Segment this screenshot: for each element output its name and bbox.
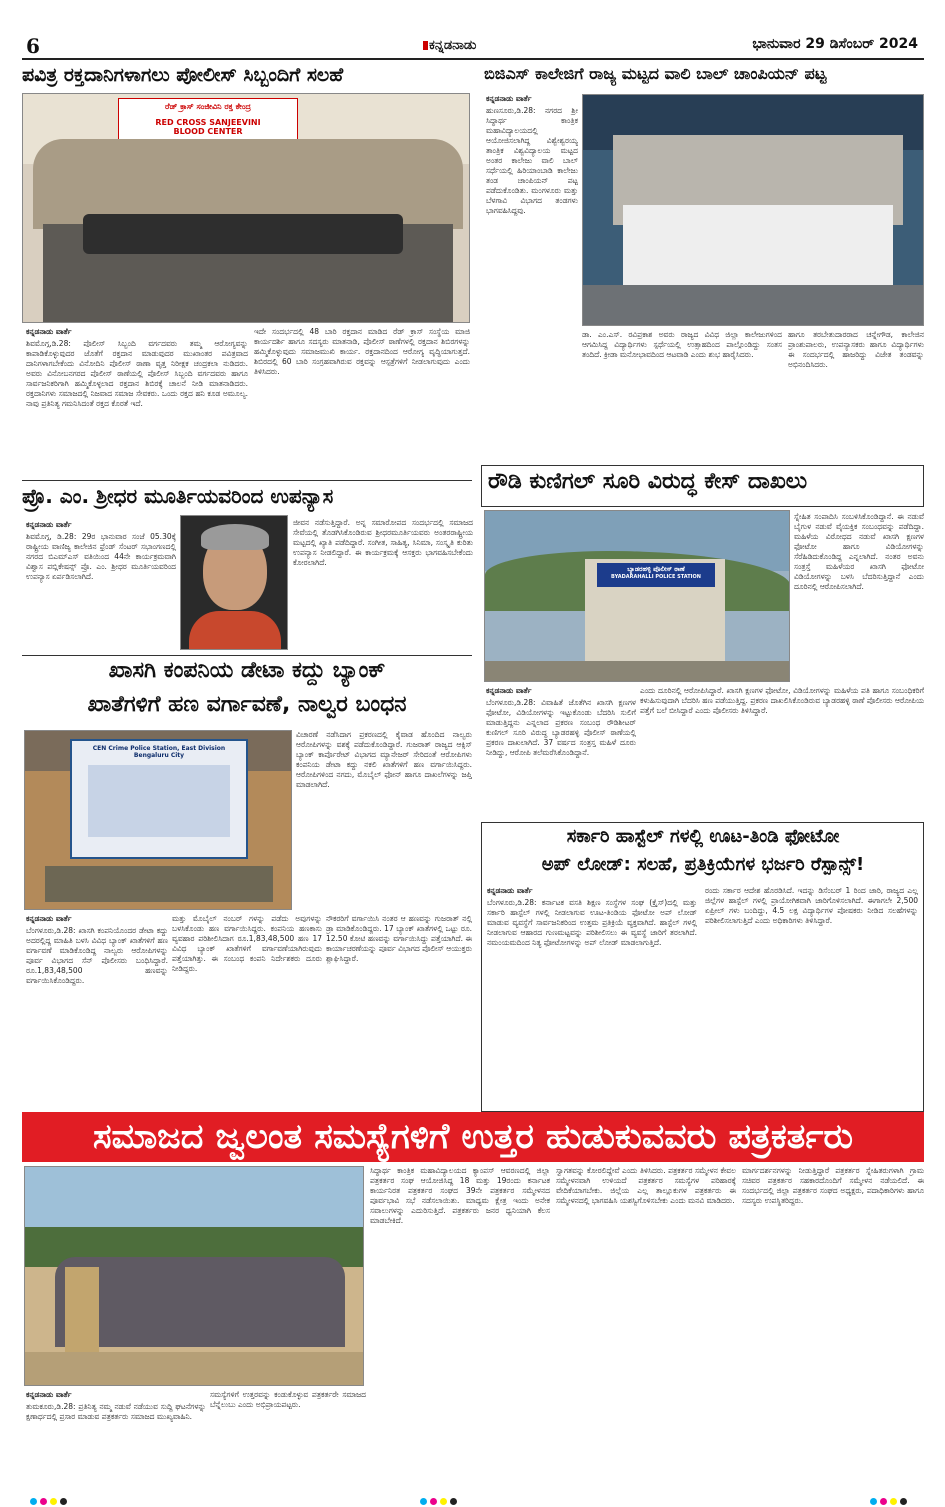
story7-band-headline: ಸಮಾಜದ ಜ್ವಲಂತ ಸಮಸ್ಯೆಗಳಿಗೆ ಉತ್ತರ ಹುಡುಕುವವರು ಪತ್ರಕರ್ತರು [22,1112,924,1162]
story2-column-3 [788,330,924,458]
story5-text-1: ಬೆಂಗಳೂರು,ಡಿ.28: ಖಾಸಗಿ ಕಂಪನಿಯೊಂದರ ಡೇಟಾ ಕದ್ದು ಅದರಲ್ಲಿದ್ದ ಮಾಹಿತಿ ಬಳಸಿ ವಿವಿಧ ಬ್ಯಾಂಕ್ ಖಾತೆಗಳಿಗೆ ಹಣ ವರ್ಗಾವಣೆ ಮಾಡಿಕೊಂಡಿದ್ದ ನಾಲ್ವರು ಆರೋಪಿಗಳನ್ನು ಪೂರ್ವ ವಿಭಾಗದ ಸೆನ್ ಪೊಲೀಸರು ಬಂಧಿಸಿದ್ದಾರೆ. ರೂ.1,83,48,500 ಹಣವನ್ನು ವರ್ಗಾಯಿಸಿಕೊಂಡಿದ್ದರು. [26,926,168,985]
story6-headline-1: ಸರ್ಕಾರಿ ಹಾಸ್ಟೆಲ್ ಗಳಲ್ಲಿ ಊಟ-ತಿಂಡಿ ಫೋಟೋ [566,826,840,847]
registration-marks-center [420,1490,460,1498]
story7-text-1: ಸಿದ್ಧಾರ್ಥ ಕಾಂತ್ರಿಕ ಮಹಾವಿದ್ಯಾಲಯದ ಕ್ಯಾಂಪಸ್ ಆವರಣದಲ್ಲಿ ಜಿಲ್ಲಾ ಪತ್ರಕರ್ತರ ಸಂಘ ಆಯೋಜಿಸಿದ್ದ 18 ಮತ್ತು 19ರಂದು ಕರ್ನಾಟಕ ಕಾರ್ಯನಿರತ ಪತ್ರಕರ್ತರ ಸಂಘದ 39ನೇ ಪತ್ರಕರ್ತರ ಸಮ್ಮೇಳನದ ಪೂರ್ವಭಾವಿ ಸಭೆ ನಡೆಸಲಾಯಿತು. ಮಾಧ್ಯಮ ಕ್ಷೇತ್ರ ಇಂದು ಅನೇಕ ಸವಾಲುಗಳನ್ನು ಎದುರಿಸುತ್ತಿದೆ. ಪತ್ರಕರ್ತರು ಜನರ ಧ್ವನಿಯಾಗಿ ಕೆಲಸ ಮಾಡಬೇಕಿದೆ. [370,1166,550,1225]
police-station-photo [484,510,790,682]
story4-headline: ರೌಡಿ ಕುಣಿಗಲ್ ಸೂರಿ ವಿರುದ್ಧ ಕೇಸ್ ದಾಖಲು [488,469,808,494]
story6-column-2 [705,886,918,1106]
story5-text-side: ವಿಚಾರಣೆ ನಡೆಸಿದಾಗ ಪ್ರಕರಣದಲ್ಲಿ ಕೈವಾಡ ಹೊಂದಿದ ನಾಲ್ವರು ಆರೋಪಿಗಳನ್ನು ವಶಕ್ಕೆ ಪಡೆದುಕೊಂಡಿದ್ದಾರೆ. ಗುಜರಾತ್ ರಾಜ್ಯದ ಆಕ್ಸಿಸ್ ಬ್ಯಾಂಕ್ ಕಾರ್ಪೊರೇಟ್ ವಿಭಾಗದ ಮ್ಯಾನೇಜರ್ ಸೇರಿದಂತೆ ಆರೋಪಿಗಳು ಕಂಪನಿಯ ಡೇಟಾ ಕದ್ದು ನಕಲಿ ಖಾತೆಗಳಿಗೆ ಹಣ ವರ್ಗಾಯಿಸಿದ್ದರು. ಆರೋಪಿಗಳಿಂದ ನಗದು, ಮೊಬೈಲ್ ಫೋನ್ ಹಾಗೂ ದಾಖಲೆಗಳನ್ನು ಜಪ್ತಿ ಮಾಡಲಾಗಿದೆ. [296,730,472,789]
story3-text-1: ಶಿವಮೊಗ್ಗ, ಡಿ.28: 29ರ ಭಾನುವಾರ ಸಂಜೆ 05.30ಕ್ಕೆ ರಾಷ್ಟ್ರೀಯ ವಾಣಿಜ್ಯ ಕಾಲೇಜಿನ ಫ್ರೆಂಡ್ ಸೆಂಟರ್ ಸಭಾಂಗಣದಲ್ಲಿ ನಗರದ ಬಿಎಮ್ಎಸ್ ವತಿಯಿಂದ 44ನೇ ಕಾರ್ಯಕ್ರಮವಾಗಿ ವಿಶ್ವಾಸ ಪಬ್ಲಿಕೇಷನ್ಸ್ ಪ್ರೊ. ಎಂ. ಶ್ರೀಧರ ಮೂರ್ತಿಯವರಿಂದ ಉಪನ್ಯಾಸ ಏರ್ಪಡಿಸಲಾಗಿದೆ. [26,532,176,581]
story7-text-lead-1: ತುಮಕೂರು,ಡಿ.28: ಪ್ರತಿನಿತ್ಯ ನಮ್ಮ ನಡುವೆ ನಡೆಯುವ ಸುದ್ದಿ ಘಟನೆಗಳನ್ನು ಕ್ಷಣಾರ್ಧದಲ್ಲಿ ಪ್ರಸಾರ ಮಾಡುವ ಪತ್ರಕರ್ತರು ಸಮಾಜದ ಮುಖ್ಯವಾಹಿನಿ. [26,1402,206,1421]
story1-byline: ಕನ್ನಡನಾಡು ವಾರ್ತೆ [26,327,72,336]
story2-column-2 [582,330,782,458]
story3-text-2: ಜೀವನ ನಡೆಸುತ್ತಿದ್ದಾರೆ. ಅನ್ನ ಸಮಾರೋಪದ ಸಂದರ್ಭದಲ್ಲಿ ಸಮಾಜದ ಸೇವೆಯಲ್ಲಿ ತೊಡಗಿಸಿಕೊಂಡಿರುವ ಶ್ರೀಧರಮೂರ್ತಿಯವರು ಅಂತರರಾಷ್ಟ್ರೀಯ ಮಟ್ಟದಲ್ಲಿ ಖ್ಯಾತಿ ಪಡೆದಿದ್ದಾರೆ. ಸಂಗೀತ, ಸಾಹಿತ್ಯ, ಸಿನಿಮಾ, ಸಂಸ್ಕೃತಿ ಕುರಿತು ಉಪನ್ಯಾಸ ನೀಡಲಿದ್ದಾರೆ. ಈ ಕಾರ್ಯಕ್ರಮಕ್ಕೆ ಆಸಕ್ತರು ಭಾಗವಹಿಸಬೇಕೆಂದು ಕೋರಲಾಗಿದೆ. [293,518,473,567]
board-title: CEN Crime Police Station, East Division Bengaluru City [92,745,226,759]
story6-text-1: ಬೆಂಗಳೂರು,ಡಿ.28: ಕರ್ನಾಟಕ ವಸತಿ ಶಿಕ್ಷಣ ಸಂಸ್ಥೆಗಳ ಸಂಘ (ಕ್ರೈಸ್)ದಲ್ಲಿ ಮತ್ತು ಸರ್ಕಾರಿ ಹಾಸ್ಟೆಲ್ ಗಳಲ್ಲಿ ನೀಡಲಾಗುವ ಊಟ-ತಿಂಡಿಯ ಫೋಟೋ ಅಪ್ ಲೋಡ್ ಮಾಡುವ ವ್ಯವಸ್ಥೆಗೆ ಸಾರ್ವಜನಿಕರಿಂದ ಉತ್ತಮ ಪ್ರತಿಕ್ರಿಯೆ ವ್ಯಕ್ತವಾಗಿದೆ. ಹಾಸ್ಟೆಲ್ ಗಳಲ್ಲಿ ನೀಡಲಾಗುವ ಆಹಾರದ ಗುಣಮಟ್ಟವನ್ನು ಪರಿಶೀಲಿಸಲು ಈ ವ್ಯವಸ್ಥೆ ಜಾರಿಗೆ ತರಲಾಗಿದೆ. ನಮಂಯಮದಿಂದ ನಿತ್ಯ ಫೋಟೋಗಳನ್ನು ಅಪ್ ಲೋಡ್ ಮಾಡಲಾಗುತ್ತಿದೆ. [487,898,697,947]
story7-text-lead-2: ಸಮಸ್ಯೆಗಳಿಗೆ ಉತ್ತರವನ್ನು ಕಂಡುಕೊಳ್ಳುವ ಪತ್ರಕರ್ತರೇ ಸಮಾಜದ ಬೆನ್ನೆಲುಬು ಎಂದು ಅಭಿಪ್ರಾಯಪಟ್ಟರು. [210,1390,366,1409]
story2-text-1: ಹುಣಸೂರು,ಡಿ.28: ನಗರದ ಶ್ರೀ ಸಿದ್ಧಾರ್ಥ ಕಾಂತ್ರಿಕ ಮಹಾವಿದ್ಯಾಲಯದಲ್ಲಿ ಆಯೋಜಿಸಲಾಗಿದ್ದ ವಿಶ್ವೇಶ್ವರಯ್ಯ ತಾಂತ್ರಿಕ ವಿಶ್ವವಿದ್ಯಾಲಯ ಮಟ್ಟದ ಅಂತರ ಕಾಲೇಜು ವಾಲಿ ಬಾಲ್ ಸರ್ಧೆಯಲ್ಲಿ ಹಿರಿಯಾಂಬಾಡಿ ಕಾಲೇಜು ತಂಡ ಚಾಂಪಿಯನ್ ಪಟ್ಟ ಪಡೆದುಕೊಂಡಿತು. ಮಂಗಳೂರು ಮತ್ತು ಬೆಳಗಾವಿ ವಿಭಾಗದ ತಂಡಗಳು ಭಾಗವಹಿಸಿದ್ದವು. [486,106,578,215]
story5-column-1 [26,914,168,1104]
page-number: 6 [26,34,40,58]
sign-kannada: ಬ್ಯಾಡರಹಳ್ಳಿ ಪೊಲೀಸ್ ಠಾಣೆ [627,565,685,573]
registration-marks-right [870,1490,910,1498]
story7-byline: ಕನ್ನಡನಾಡು ವಾರ್ತೆ [26,1390,72,1399]
story5-headline-2: ಖಾತೆಗಳಿಗೆ ಹಣ ವರ್ಗಾವಣೆ, ನಾಲ್ವರ ಬಂಧನ [87,692,407,717]
speaker-portrait [180,515,288,650]
story2-byline: ಕನ್ನಡನಾಡು ವಾರ್ತೆ [486,94,532,103]
story6-headline-2: ಅಪ್ ಲೋಡ್: ಸಲಹೆ, ಪ್ರತಿಕ್ರಿಯೆಗಳ ಭರ್ಜರಿ ರೆಸ್ಪಾನ್ಸ್! [541,854,865,875]
story1-text-2: ಇದೇ ಸಂದರ್ಭದಲ್ಲಿ 48 ಬಾರಿ ರಕ್ತದಾನ ಮಾಡಿದ ರೆಡ್ ಕ್ರಾಸ್ ಸಂಸ್ಥೆಯ ಮಾಜಿ ಕಾರ್ಯದರ್ಶಿ ಹಾಗೂ ಸದಸ್ಯರು ಮಾತನಾಡಿ, ಪೊಲೀಸ್ ಠಾಣೆಗಳಲ್ಲಿ ರಕ್ತದಾನ ಶಿಬಿರಗಳನ್ನು ಹಮ್ಮಿಕೊಳ್ಳುವುದು ಸಮಾಜಮುಖಿ ಕಾರ್ಯ. ರಕ್ತದಾನದಿಂದ ಆರೋಗ್ಯ ವೃದ್ಧಿಯಾಗುತ್ತದೆ. ಶಿಬಿರದಲ್ಲಿ 60 ಬಾರಿ ಸಂಗ್ರಹವಾಗಿರುವ ರಕ್ತವನ್ನು ಆಸ್ಪತ್ರೆಗಳಿಗೆ ನೀಡಲಾಗುವುದು ಎಂದು ತಿಳಿಸಿದರು. [254,327,470,376]
banner-kannada: ರೆಡ್ ಕ್ರಾಸ್ ಸಂಜೀವಿನಿ ರಕ್ತ ಕೇಂದ್ರ [165,102,251,111]
story4-column-1 [486,686,636,808]
story2-column-1 [486,94,578,429]
story7-column-lead-2 [210,1390,366,1490]
story4-text-1: ಬೆಂಗಳೂರು,ಡಿ.28: ವಿವಾಹಿತೆ ಜೊತೆಗಿನ ಖಾಸಗಿ ಕ್ಷಣಗಳ ಫೋಟೋ, ವಿಡಿಯೋಗಳನ್ನು ಇಟ್ಟುಕೊಂಡು ಬೆದರಿಸಿ ಸುಲಿಗೆ ಮಾಡುತ್ತಿದ್ದನು ಎನ್ನಲಾದ ಪ್ರಕರಣ ಸಂಬಂಧ ರೌಡಿಶೀಟರ್ ಕುಣಿಗಲ್ ಸೂರಿ ವಿರುದ್ಧ ಬ್ಯಾಡರಹಳ್ಳಿ ಪೊಲೀಸ್ ಠಾಣೆಯಲ್ಲಿ ಪ್ರಕರಣ ದಾಖಲಾಗಿದೆ. 37 ವರ್ಷದ ಸಂತ್ರಸ್ತ ಮಹಿಳೆ ದೂರು ನೀಡಿದ್ದು, ಆರೋಪಿ ತಲೆಮರೆಸಿಕೊಂಡಿದ್ದಾನೆ. [486,698,636,757]
story7-column-lead-1 [26,1390,206,1490]
story4-text-2: ಎಂದು ದೂರಿನಲ್ಲಿ ಆರೋಪಿಸಿದ್ದಾರೆ. ಖಾಸಗಿ ಕ್ಷಣಗಳ ಫೋಟೋ, ವಿಡಿಯೋಗಳನ್ನು ಮಹಿಳೆಯ ಪತಿ ಹಾಗೂ ಸಂಬಂಧಿಕರಿಗೆ ಕಳುಹಿಸುವುದಾಗಿ ಬೆದರಿಸಿ ಹಣ ಪಡೆಯುತ್ತಿದ್ದ. ಪ್ರಕರಣ ದಾಖಲಿಸಿಕೊಂಡಿರುವ ಬ್ಯಾಡರಹಳ್ಳಿ ಠಾಣೆ ಪೊಲೀಸರು ಆರೋಪಿಯ ಪತ್ತೆಗೆ ಬಲೆ ಬೀಸಿದ್ದಾರೆ ಎಂದು ಪೊಲೀಸರು ತಿಳಿಸಿದ್ದಾರೆ. [640,686,924,715]
story4-column-2 [640,686,924,808]
story3-column-1 [26,520,176,650]
story7-text-2: ಸ್ವಾಗತವನ್ನು ಕೋರಲಿದ್ದೇವೆ ಎಂದು ತಿಳಿಸಿದರು. ಪತ್ರಕರ್ತರ ಸಮ್ಮೇಳನ ಕೇವಲ ಸಮ್ಮೇಳನವಾಗಿ ಉಳಿಯದೆ ಪತ್ರಕರ್ತರ ಸಮಸ್ಯೆಗಳ ಪರಿಹಾರಕ್ಕೆ ವೇದಿಕೆಯಾಗಬೇಕು. ಜಿಲ್ಲೆಯ ಎಲ್ಲ ತಾಲ್ಲೂಕುಗಳ ಪತ್ರಕರ್ತರು ಈ ಸಮ್ಮೇಳನದಲ್ಲಿ ಭಾಗವಹಿಸಿ ಯಶಸ್ವಿಗೊಳಿಸಬೇಕು ಎಂದು ಮನವಿ ಮಾಡಿದರು. [556,1166,736,1205]
registration-marks-left [30,1490,70,1498]
story4-byline: ಕನ್ನಡನಾಡು ವಾರ್ತೆ [486,686,532,695]
journalists-march-photo [24,1166,364,1386]
story4-text-side: ಸ್ನೇಹಿತ ಸಂಪಾದಿಸಿ ಸಂಬಳಿಸಿಕೊಂಡಿದ್ದಾನೆ. ಈ ನಡುವೆ ಬೈಗುಳ ನಡುವೆ ವೈಯಕ್ತಿಕ ಸಂಬಂಧವನ್ನು ಪಡೆದಿದ್ದಾ. ಮಹಿಳೆಯ ವಿರೋಧದ ನಡುವೆ ಖಾಸಗಿ ಕ್ಷಣಗಳ ಫೋಟೋ ಹಾಗೂ ವಿಡಿಯೋಗಳನ್ನು ಸೆರೆಹಿಡಿದುಕೊಂಡಿದ್ದ ಎನ್ನಲಾಗಿದೆ. ನಂತರ ಅವನು ಸಂತ್ರಸ್ತೆ ಮಹಿಳೆಯರ ಖಾಸಗಿ ಫೋಟೋ ವಿಡಿಯೋಗಳನ್ನು ಬಳಸಿ ಬೆದರಿಸುತ್ತಿದ್ದಾನೆ ಎಂದು ದೂರಿನಲ್ಲಿ ಆರೋಪಿಸಲಾಗಿದೆ. [794,512,924,591]
story6-text-2: ರಂದು ಸರ್ಕಾರ ಆದೇಶ ಹೊರಡಿಸಿದೆ. ಇದನ್ನು ಡಿಸೆಂಬರ್ 1 ರಿಂದ ಜಾರಿ, ರಾಜ್ಯದ ಎಲ್ಲ ಜಿಲ್ಲೆಗಳ ಹಾಸ್ಟೆಲ್ ಗಳಲ್ಲಿ ಪ್ರಾಯೋಗಿಕವಾಗಿ ಜಾರಿಗೊಳಿಸಲಾಗಿದೆ. ಈಗಾಗಲೇ 2,500 ಏಪ್ರೀಲ್ ಗಳು ಬಂದಿದ್ದು, 4.5 ಲಕ್ಷ ವಿದ್ಯಾರ್ಥಿಗಳ ಪೋಷಕರು ನೀಡಿದ ಸಲಹೆಗಳನ್ನು ಪರಿಶೀಲಿಸಲಾಗುತ್ತಿದೆ ಎಂದು ಅಧಿಕಾರಿಗಳು ತಿಳಿಸಿದ್ದಾರೆ. [705,886,918,925]
station-signboard [597,563,715,587]
story7-column-2 [556,1166,736,1486]
masthead-title: ಕನ್ನಡನಾಡು [429,38,477,53]
story2-text-3: ಹಾಗೂ ತರಬೇತುದಾರರಾದ ಚನ್ನೇಗೌಡ, ಕಾಲೇಜಿನ ಪ್ರಾಂಶುಪಾಲರು, ಉಪನ್ಯಾಸಕರು ಹಾಗೂ ವಿದ್ಯಾರ್ಥಿಗಳು ಈ ಸಂದರ್ಭದಲ್ಲಿ ಹಾಜರಿದ್ದು ವಿಜೇತ ತಂಡವನ್ನು ಅಭಿನಂದಿಸಿದರು. [788,330,924,369]
story1-column-2 [254,327,470,477]
story2-headline: ಬಿಜಿಎಸ್ ಕಾಲೇಜಿಗೆ ರಾಜ್ಯ ಮಟ್ಟದ ವಾಲಿ ಬಾಲ್ ಚಾಂಪಿಯನ್ ಪಟ್ಟ [484,64,827,83]
story5-column-3 [326,914,472,1104]
sign-english: BYADARAHALLI POLICE STATION [611,574,701,580]
story3-column-2 [293,518,473,650]
police-display-board [70,739,248,859]
story5-column-side [296,730,472,910]
story1-headline: ಪವಿತ್ರ ರಕ್ತದಾನಿಗಳಾಗಲು ಪೋಲೀಸ್ ಸಿಬ್ಬಂದಿಗೆ ಸಲಹೆ [22,64,344,86]
story7-column-1 [370,1166,550,1486]
seized-items-photo [24,730,292,910]
story7-column-3 [742,1166,924,1486]
story5-text-2: ಮತ್ತು ಮೊಬೈಲ್ ನಂಬರ್ ಗಳನ್ನು ಪಡೆದು ಅವುಗಳನ್ನು ಬಳಸಿಕೊಂಡು ಹಣ ವರ್ಗಾಯಿಸಿದ್ದರು. ಕಂಪನಿಯ ಹಣಕಾಸು ವ್ಯವಹಾರ ಪರಿಶೀಲಿಸಿದಾಗ ರೂ.1,83,48,500 ಹಣ 17 ವಿವಿಧ ಬ್ಯಾಂಕ್ ಖಾತೆಗಳಿಗೆ ವರ್ಗಾವಣೆಯಾಗಿರುವುದು ಪತ್ತೆಯಾಗಿತ್ತು. ಈ ಸಂಬಂಧ ಕಂಪನಿ ನಿರ್ದೇಶಕರು ದೂರು ನೀಡಿದ್ದರು. [172,914,322,973]
banner-english-1: RED CROSS SANJEEVINI [155,118,261,127]
story6-column-1 [487,886,697,1106]
story5-headline-1: ಖಾಸಗಿ ಕಂಪನಿಯ ಡೇಟಾ ಕದ್ದು ಬ್ಯಾಂಕ್ [108,658,386,683]
story3-byline: ಕನ್ನಡನಾಡು ವಾರ್ತೆ [26,520,72,529]
story5-byline: ಕನ್ನಡನಾಡು ವಾರ್ತೆ [26,914,72,923]
story5-text-3: ನೌಕರರಿಗೆ ವರ್ಗಾಯಿಸಿ ನಂತರ ಆ ಹಣವನ್ನು ಗುಜರಾತ್ ನಲ್ಲಿ ಡ್ರಾ ಮಾಡಿಕೊಂಡಿದ್ದರು. 17 ಬ್ಯಾಂಕ್ ಖಾತೆಗಳಲ್ಲಿ ಒಟ್ಟು ರೂ. 12.50 ಕೋಟಿ ಹಣವನ್ನು ವರ್ಗಾಯಿಸಿದ್ದು ಪತ್ತೆಯಾಗಿದೆ. ಈ ಕಾರ್ಯಾಚರಣೆಯನ್ನು ಪೂರ್ವ ವಿಭಾಗದ ಪೊಲೀಸ್ ಆಯುಕ್ತರು ಶ್ಲಾಘಿಸಿದ್ದಾರೆ. [326,914,472,963]
banner-english-2: BLOOD CENTER [173,127,243,136]
story6-byline: ಕನ್ನಡನಾಡು ವಾರ್ತೆ [487,886,533,895]
story1-photo [22,93,470,323]
story7-text-3: ಮಾರ್ಗದರ್ಶನಗಳನ್ನು ನೀಡುತ್ತಿದ್ದಾರೆ ಪತ್ರಕರ್ತರ ಸ್ನೇಹಿತರುಗಳಾಗಿ ಗ್ರಾಮ ಸಚಿವರ ಪತ್ರಕರ್ತರ ಸಹಕಾರದೊಂದಿಗೆ ಸಮ್ಮೇಳನ ನಡೆಯಲಿದೆ. ಈ ಸಂದರ್ಭದಲ್ಲಿ ಜಿಲ್ಲಾ ಪತ್ರಕರ್ತರ ಸಂಘದ ಅಧ್ಯಕ್ಷರು, ಪದಾಧಿಕಾರಿಗಳು ಹಾಗೂ ಸದಸ್ಯರು ಉಪಸ್ಥಿತರಿದ್ದರು. [742,1166,924,1205]
story2-photo [582,94,924,326]
story1-text-1: ಶಿವಮೊಗ್ಗ,ಡಿ.28: ಪೊಲೀಸ್ ಸಿಬ್ಬಂದಿ ವರ್ಗದವರು ತಮ್ಮ ಆರೋಗ್ಯವನ್ನು ಕಾಪಾಡಿಕೊಳ್ಳುವುದರ ಜೊತೆಗೆ ರಕ್ತದಾನ ಮಾಡುವುದರ ಮುಖಾಂತರ ಪವಿತ್ರವಾದ ದಾನಿಗಳಾಗಬೇಕೆಂದು ವಿನೋದಿನಿ ಪೊಲೀಸ್ ಠಾಣಾ ವೃತ್ತ ನಿರೀಕ್ಷಕ ಚಂದ್ರಕಲಾ ನುಡಿದರು. ಅವರು ವಿನೋಬನಗರದ ಪೊಲೀಸ್ ಠಾಣೆಯಲ್ಲಿ ಪೊಲೀಸ್ ಸಿಬ್ಬಂದಿ ವರ್ಗದವರು ಹಾಗೂ ಸಾರ್ವಜನಿಕರಿಗಾಗಿ ಹಮ್ಮಿಕೊಳ್ಳಲಾದ ರಕ್ತದಾನ ಶಿಬಿರಕ್ಕೆ ಚಾಲನೆ ನೀಡಿ ಮಾತನಾಡಿದರು. ರಕ್ತದಾನಿಗಳು ಸಮಾಜದಲ್ಲಿ ನಿಜವಾದ ಸಮಾಜ ಸೇವಕರು. ಒಂದು ರಕ್ತದ ಹನಿ ಕೂಡ ಅಮೂಲ್ಯ. ನಾವು ಪ್ರತಿನಿತ್ಯ ಗಮನಿಸಿದಂತೆ ರಕ್ತದ ಕೊರತೆ ಇದೆ. [26,339,248,408]
page-header [22,28,924,60]
story3-headline: ಪ್ರೊ. ಎಂ. ಶ್ರೀಧರ ಮೂರ್ತಿಯವರಿಂದ ಉಪನ್ಯಾಸ [22,484,334,508]
story2-text-2: ಡಾ. ಎಂ.ಎಸ್. ರವಿಪ್ರಕಾಶ ಅವರು ರಾಜ್ಯದ ವಿವಿಧ ಜಿಲ್ಲಾ ಕಾಲೇಜುಗಳಿಂದ ಆಗಮಿಸಿದ್ದ ವಿದ್ಯಾರ್ಥಿಗಳು ಸ್ಪರ್ಧೆಯಲ್ಲಿ ಉತ್ಸಾಹದಿಂದ ಪಾಲ್ಗೊಂಡಿದ್ದು ಸಂತಸ ತಂದಿದೆ. ಕ್ರೀಡಾ ಮನೋಭಾವದಿಂದ ಆಟವಾಡಿ ಎಂದು ಶುಭ ಹಾರೈಸಿದರು. [582,330,782,359]
story5-column-2 [172,914,322,1104]
story1-column-1 [26,327,248,477]
page-date: ಭಾನುವಾರ 29 ಡಿಸೆಂಬರ್ 2024 [752,36,918,52]
masthead [422,38,476,53]
